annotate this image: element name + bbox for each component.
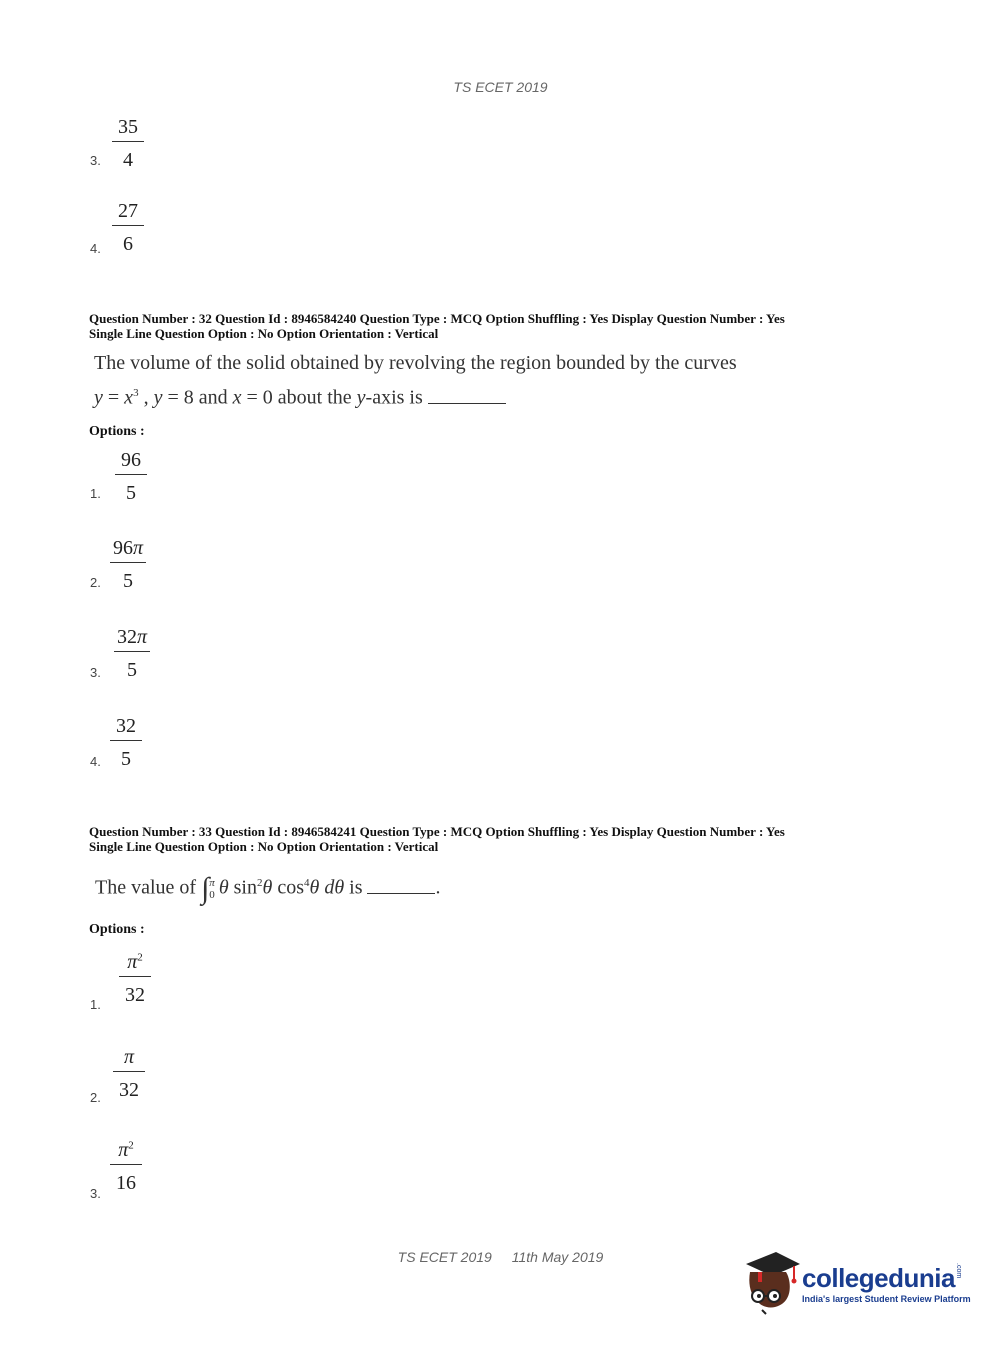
math-exponent: 2 xyxy=(256,877,263,889)
question-text: The value of xyxy=(95,876,202,899)
option-fraction xyxy=(119,952,151,1005)
pi-symbol: π xyxy=(137,626,148,648)
math-var: x xyxy=(124,386,134,409)
option-fraction xyxy=(110,1140,142,1193)
math-text: = xyxy=(102,386,125,409)
question-meta-line: Question Number : 32 Question Id : 8946584240 Question Type : MCQ Option Shuffling : Yes Display Question Number : Yes xyxy=(89,311,785,326)
fraction-numerator xyxy=(110,1140,142,1165)
answer-blank xyxy=(428,385,506,404)
question-text-line xyxy=(94,378,737,413)
fraction-denominator: 32 xyxy=(125,984,145,1006)
brand-suffix: .com xyxy=(954,1263,962,1279)
lower-limit: 0 xyxy=(209,889,215,902)
upper-limit: π xyxy=(209,877,215,890)
question-meta-line: Question Number : 33 Question Id : 8946584241 Question Type : MCQ Option Shuffling : Yes Display Question Number : Yes xyxy=(89,824,785,839)
option-number: 4. xyxy=(90,754,101,769)
pi-symbol: π xyxy=(118,1139,129,1161)
integral-sign: ∫ xyxy=(201,871,210,905)
question-33-text xyxy=(95,868,440,903)
page-header-title: TS ECET 2019 xyxy=(453,79,548,95)
question-32-meta xyxy=(89,311,785,341)
option-number: 1. xyxy=(90,997,101,1012)
option-number: 3. xyxy=(90,153,101,168)
option-number: 3. xyxy=(90,1186,101,1201)
math-text: = 8 and xyxy=(162,386,233,409)
math-diff: d xyxy=(319,876,335,899)
brand-name: collegedunia xyxy=(802,1263,955,1293)
answer-blank xyxy=(367,875,435,894)
math-text: = 0 about the xyxy=(241,386,357,409)
math-exponent: 3 xyxy=(133,387,139,399)
collegedunia-logo xyxy=(802,1263,971,1304)
question-text-line: The volume of the solid obtained by revolving the region bounded by the curves xyxy=(94,352,737,374)
fraction-denominator: 4 xyxy=(123,149,133,171)
question-period: . xyxy=(435,876,441,899)
math-text: , xyxy=(138,386,154,409)
fraction-numerator: 27 xyxy=(112,201,144,226)
options-label: Options : xyxy=(89,922,145,937)
option-fraction xyxy=(115,450,147,503)
pi-symbol: π xyxy=(123,1046,135,1068)
fraction-numerator: 35 xyxy=(112,117,144,142)
brand-tagline: India's largest Student Review Platform xyxy=(802,1294,971,1304)
fraction-numerator: 96 xyxy=(115,450,147,475)
question-text: is xyxy=(344,876,368,899)
numerator-digits: 96 xyxy=(113,537,133,559)
math-var: y xyxy=(356,386,366,409)
option-number: 4. xyxy=(90,241,101,256)
math-exponent: 4 xyxy=(303,877,310,889)
math-var: x xyxy=(232,386,242,409)
fraction-denominator: 32 xyxy=(119,1079,139,1101)
math-var: y xyxy=(94,386,103,409)
pi-symbol: π xyxy=(133,537,144,559)
math-func: cos xyxy=(272,876,304,899)
fraction-numerator: 32 xyxy=(110,716,142,741)
math-text: -axis is xyxy=(365,386,428,409)
option-fraction xyxy=(114,627,150,680)
option-number: 2. xyxy=(90,1090,101,1105)
math-var: θ xyxy=(218,876,229,899)
fraction-denominator: 6 xyxy=(123,233,133,255)
fraction-numerator xyxy=(114,627,150,652)
fraction-denominator: 5 xyxy=(127,659,138,681)
math-exponent: 2 xyxy=(128,1139,134,1152)
math-exponent: 2 xyxy=(137,951,143,964)
option-number: 3. xyxy=(90,665,101,680)
math-var: y xyxy=(153,386,163,409)
fraction-numerator xyxy=(110,538,146,563)
math-func: sin xyxy=(228,876,257,899)
math-var: θ xyxy=(262,876,273,899)
math-var: θ xyxy=(309,876,320,899)
question-meta-line: Single Line Question Option : No Option Orientation : Vertical xyxy=(89,326,439,341)
fraction-numerator xyxy=(119,952,151,977)
footer-exam: TS ECET 2019 xyxy=(397,1249,492,1265)
fraction-denominator: 5 xyxy=(126,482,136,504)
question-33-meta xyxy=(89,824,785,854)
question-32-text xyxy=(94,348,737,413)
option-fraction xyxy=(113,1047,145,1100)
integral-limits xyxy=(209,877,215,901)
pi-symbol: π xyxy=(127,951,138,973)
collegedunia-mascot-icon xyxy=(742,1250,802,1312)
fraction-numerator xyxy=(113,1047,145,1072)
numerator-digits: 32 xyxy=(117,626,137,648)
option-fraction xyxy=(112,201,144,254)
option-fraction xyxy=(110,716,142,769)
option-number: 2. xyxy=(90,575,101,590)
footer-date: 11th May 2019 xyxy=(511,1249,604,1265)
options-label: Options : xyxy=(89,424,145,439)
option-number: 1. xyxy=(90,486,101,501)
fraction-denominator: 16 xyxy=(116,1172,136,1194)
question-meta-line: Single Line Question Option : No Option Orientation : Vertical xyxy=(89,839,439,854)
option-fraction xyxy=(112,117,144,170)
fraction-denominator: 5 xyxy=(121,748,131,770)
fraction-denominator: 5 xyxy=(123,570,134,592)
math-var: θ xyxy=(334,876,345,899)
option-fraction xyxy=(110,538,146,591)
